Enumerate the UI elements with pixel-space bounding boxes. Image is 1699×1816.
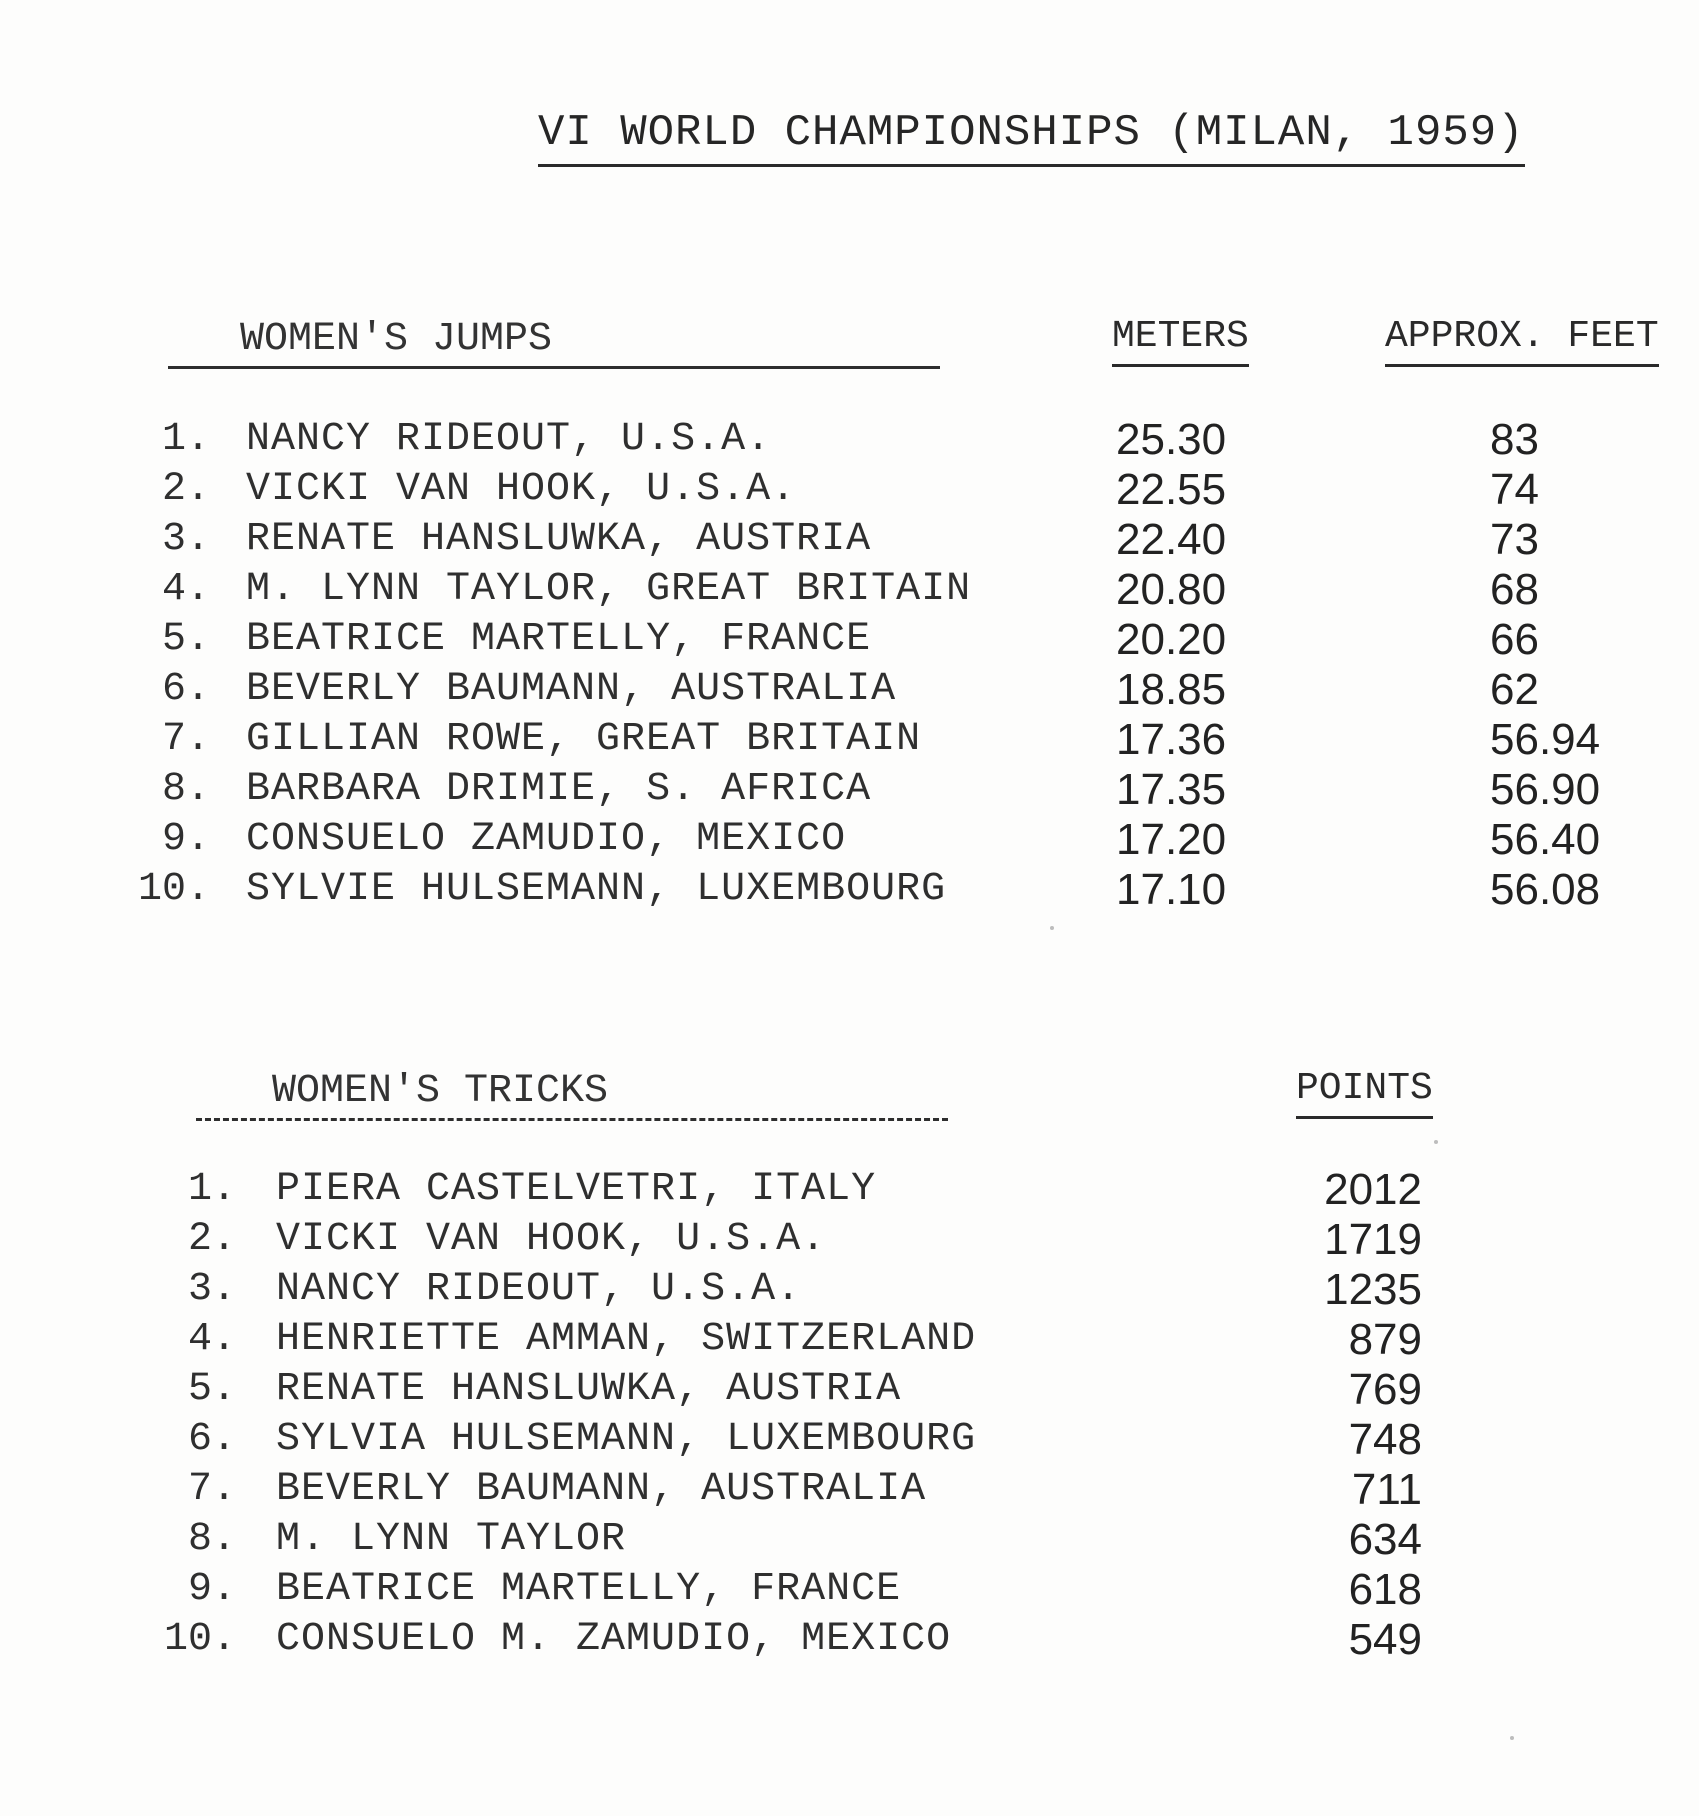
rank-number: 7. bbox=[187, 1467, 236, 1512]
skier-name: VICKI VAN HOOK, U.S.A. bbox=[246, 467, 797, 512]
meters-value: 17.10 bbox=[1116, 865, 1227, 914]
skier-name: BEATRICE MARTELLY, FRANCE bbox=[276, 1567, 902, 1612]
skier-name: SYLVIE HULSEMANN, LUXEMBOURG bbox=[246, 867, 947, 912]
skier-name: M. LYNN TAYLOR bbox=[276, 1517, 627, 1562]
skier-name: M. LYNN TAYLOR, GREAT BRITAIN bbox=[246, 567, 972, 612]
skier-name: NANCY RIDEOUT, U.S.A. bbox=[246, 417, 772, 462]
feet-value: 56.90 bbox=[1490, 765, 1601, 814]
feet-column-header: APPROX. FEET bbox=[1385, 314, 1659, 367]
scan-speck bbox=[1050, 926, 1054, 930]
skier-name: CONSUELO ZAMUDIO, MEXICO bbox=[246, 817, 847, 862]
rank-number: 10. bbox=[163, 1617, 236, 1662]
skier-name: HENRIETTE AMMAN, SWITZERLAND bbox=[276, 1317, 977, 1362]
rank-number: 9. bbox=[161, 817, 210, 862]
points-value: 618 bbox=[1348, 1565, 1422, 1614]
tricks-heading-underline bbox=[196, 1118, 948, 1121]
meters-value: 22.55 bbox=[1116, 465, 1227, 514]
feet-value: 56.40 bbox=[1490, 815, 1601, 864]
scan-speck bbox=[1510, 1736, 1514, 1740]
feet-value: 56.94 bbox=[1490, 715, 1601, 764]
rank-number: 5. bbox=[187, 1367, 236, 1412]
rank-number: 4. bbox=[187, 1317, 236, 1362]
jumps-heading: WOMEN'S JUMPS bbox=[240, 317, 553, 362]
meters-value: 25.30 bbox=[1116, 415, 1227, 464]
points-value: 1235 bbox=[1324, 1265, 1422, 1314]
points-value: 1719 bbox=[1324, 1215, 1422, 1264]
feet-value: 83 bbox=[1490, 415, 1539, 464]
rank-number: 6. bbox=[187, 1417, 236, 1462]
meters-value: 20.80 bbox=[1116, 565, 1227, 614]
feet-value: 62 bbox=[1490, 665, 1539, 714]
meters-value: 17.20 bbox=[1116, 815, 1227, 864]
skier-name: RENATE HANSLUWKA, AUSTRIA bbox=[246, 517, 872, 562]
skier-name: SYLVIA HULSEMANN, LUXEMBOURG bbox=[276, 1417, 977, 1462]
rank-number: 4. bbox=[161, 567, 210, 612]
rank-number: 2. bbox=[187, 1217, 236, 1262]
rank-number: 8. bbox=[161, 767, 210, 812]
points-value: 879 bbox=[1348, 1315, 1422, 1364]
skier-name: NANCY RIDEOUT, U.S.A. bbox=[276, 1267, 802, 1312]
skier-name: GILLIAN ROWE, GREAT BRITAIN bbox=[246, 717, 922, 762]
skier-name: BEATRICE MARTELLY, FRANCE bbox=[246, 617, 872, 662]
meters-column-header: METERS bbox=[1112, 314, 1249, 367]
feet-value: 68 bbox=[1490, 565, 1539, 614]
scan-speck bbox=[1434, 1140, 1438, 1144]
feet-value: 73 bbox=[1490, 515, 1539, 564]
rank-number: 10. bbox=[137, 867, 210, 912]
points-value: 2012 bbox=[1324, 1165, 1422, 1214]
skier-name: BEVERLY BAUMANN, AUSTRALIA bbox=[276, 1467, 927, 1512]
jumps-heading-underline bbox=[168, 366, 940, 369]
rank-number: 3. bbox=[187, 1267, 236, 1312]
points-value: 769 bbox=[1348, 1365, 1422, 1414]
points-value: 711 bbox=[1351, 1465, 1422, 1514]
rank-number: 7. bbox=[161, 717, 210, 762]
rank-number: 8. bbox=[187, 1517, 236, 1562]
rank-number: 5. bbox=[161, 617, 210, 662]
meters-value: 17.35 bbox=[1116, 765, 1227, 814]
skier-name: BARBARA DRIMIE, S. AFRICA bbox=[246, 767, 872, 812]
rank-number: 9. bbox=[187, 1567, 236, 1612]
feet-value: 66 bbox=[1490, 615, 1539, 664]
skier-name: RENATE HANSLUWKA, AUSTRIA bbox=[276, 1367, 902, 1412]
tricks-heading: WOMEN'S TRICKS bbox=[272, 1069, 609, 1114]
feet-value: 56.08 bbox=[1490, 865, 1601, 914]
points-column-header: POINTS bbox=[1296, 1066, 1433, 1119]
points-value: 634 bbox=[1348, 1515, 1422, 1564]
skier-name: BEVERLY BAUMANN, AUSTRALIA bbox=[246, 667, 897, 712]
rank-number: 2. bbox=[161, 467, 210, 512]
meters-value: 20.20 bbox=[1116, 615, 1227, 664]
meters-value: 18.85 bbox=[1116, 665, 1227, 714]
skier-name: CONSUELO M. ZAMUDIO, MEXICO bbox=[276, 1617, 952, 1662]
skier-name: PIERA CASTELVETRI, ITALY bbox=[276, 1167, 877, 1212]
rank-number: 1. bbox=[161, 417, 210, 462]
rank-number: 1. bbox=[187, 1167, 236, 1212]
points-value: 748 bbox=[1348, 1415, 1422, 1464]
meters-value: 22.40 bbox=[1116, 515, 1227, 564]
feet-value: 74 bbox=[1490, 465, 1539, 514]
points-value: 549 bbox=[1348, 1615, 1422, 1664]
document-title: VI WORLD CHAMPIONSHIPS (MILAN, 1959) bbox=[538, 108, 1525, 167]
rank-number: 6. bbox=[161, 667, 210, 712]
skier-name: VICKI VAN HOOK, U.S.A. bbox=[276, 1217, 827, 1262]
meters-value: 17.36 bbox=[1116, 715, 1227, 764]
rank-number: 3. bbox=[161, 517, 210, 562]
